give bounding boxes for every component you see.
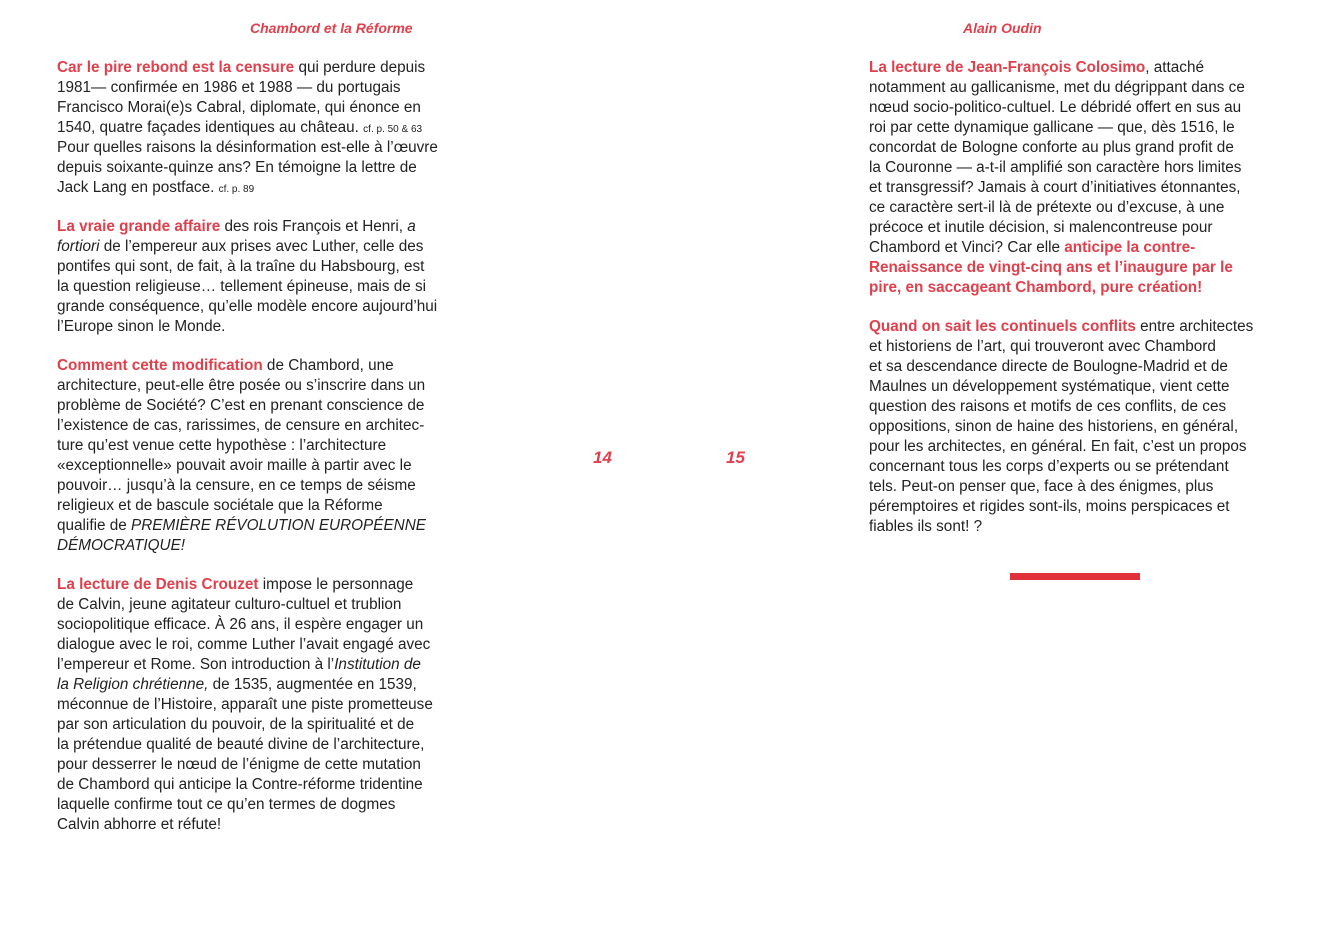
body-text: de Chambord, une (262, 357, 394, 374)
page-number-right: 15 (726, 448, 745, 467)
text-line (57, 615, 477, 635)
body-text: Institution de (334, 656, 421, 673)
body-text: religieux et de bascule sociétale que la Réforme (57, 497, 383, 514)
body-text: fiables ils sont! ? (869, 518, 983, 535)
text-line (57, 297, 477, 317)
body-text: impose le personnage (258, 576, 414, 593)
body-text: pouvoir… jusqu’à la censure, en ce temps de séisme (57, 477, 416, 494)
text-line (57, 118, 477, 138)
text-line (57, 735, 477, 755)
body-text: dialogue avec le roi, comme Luther l’avait engagé avec (57, 636, 431, 653)
text-line (869, 457, 1289, 477)
body-text: pour desserrer le nœud de l’énigme de cette mutation (57, 756, 421, 773)
text-line (869, 317, 1289, 337)
body-text: pour les architectes, en général. En fait, c’est un propos (869, 438, 1247, 455)
body-text: sociopolitique efficace. À 26 ans, il espère engager un (57, 616, 424, 633)
text-line (869, 397, 1289, 417)
text-line (869, 58, 1289, 78)
body-text: fortiori (57, 238, 100, 255)
body-text: question des raisons et motifs de ces conflits, de ces (869, 398, 1227, 415)
paragraph (869, 317, 1289, 537)
body-text: PREMIÈRE RÉVOLUTION EUROPÉENNE (131, 517, 426, 534)
cross-reference: cf. p. 89 (218, 184, 255, 195)
body-text: DÉMOCRATIQUE! (57, 537, 186, 554)
body-text: , attaché (1145, 59, 1204, 76)
body-text: depuis soixante-quinze ans? En témoigne la lettre de (57, 159, 417, 176)
text-line (57, 456, 477, 476)
body-text: des rois François et Henri, (220, 218, 408, 235)
text-line (57, 675, 477, 695)
body-text: pontifes qui sont, de fait, à la traîne du Habsbourg, est (57, 258, 425, 275)
body-text: et historiens de l’art, qui trouveront avec Chambord (869, 338, 1216, 355)
body-text: de 1535, augmentée en 1539, (208, 676, 417, 693)
paragraph (57, 58, 477, 198)
cross-reference: cf. p. 50 & 63 (363, 124, 423, 135)
body-text: a (407, 218, 416, 235)
text-line (869, 138, 1289, 158)
text-line (57, 536, 477, 556)
body-text: qui perdure depuis (294, 59, 426, 76)
text-line (869, 78, 1289, 98)
highlight-text: Renaissance de vingt-cinq ans et l’inaugure par le (869, 259, 1233, 276)
body-text: concernant tous les corps d’experts ou se prétendant (869, 458, 1229, 475)
highlight-text: La lecture de Jean-François Colosimo (869, 59, 1146, 76)
text-line (869, 497, 1289, 517)
text-line (57, 237, 477, 257)
body-text: 1540, quatre façades identiques au château. (57, 119, 364, 136)
text-line (57, 595, 477, 615)
paragraph (57, 217, 477, 337)
body-text: Francisco Morai(e)s Cabral, diplomate, qui énonce en (57, 99, 421, 116)
body-text: Calvin abhorre et réfute! (57, 816, 222, 833)
body-text: problème de Société? C’est en prenant conscience de (57, 397, 425, 414)
body-text: tels. Peut-on penser que, face à des énigmes, plus (869, 478, 1214, 495)
body-text: Pour quelles raisons la désinformation est-elle à l’œuvre (57, 139, 438, 156)
text-line (57, 416, 477, 436)
body-text: Chambord et Vinci? Car elle (869, 239, 1065, 256)
body-text: méconnue de l’Histoire, apparaît une piste prometteuse (57, 696, 433, 713)
text-line (869, 238, 1289, 258)
text-line (869, 337, 1289, 357)
body-text: grande conséquence, qu’elle modèle encore aujourd’hui (57, 298, 438, 315)
right-column (869, 58, 1289, 556)
body-text: «exceptionnelle» pouvait avoir maille à partir avec le (57, 457, 412, 474)
text-line (57, 575, 477, 595)
highlight-text: Quand on sait les continuels conflits (869, 318, 1136, 335)
body-text: qualifie de (57, 517, 131, 534)
text-line (57, 695, 477, 715)
text-line (57, 715, 477, 735)
text-line (57, 436, 477, 456)
text-line (869, 118, 1289, 138)
body-text: architecture, peut-elle être posée ou s’inscrire dans un (57, 377, 426, 394)
body-text: nœud socio-politico-cultuel. Le débridé offert en sus au (869, 99, 1242, 116)
text-line (57, 277, 477, 297)
text-line (57, 635, 477, 655)
body-text: l’empereur et Rome. Son introduction à l’ (57, 656, 335, 673)
body-text: ce caractère sert-il là de prétexte ou d’excuse, à une (869, 199, 1225, 216)
running-header-right: Alain Oudin (963, 20, 1042, 36)
text-line (57, 655, 477, 675)
text-line (57, 158, 477, 178)
text-line (57, 815, 477, 835)
body-text: oppositions, sinon de haine des historiens, en général, (869, 418, 1239, 435)
body-text: ture qu’est venue cette hypothèse : l’architecture (57, 437, 387, 454)
text-line (57, 775, 477, 795)
text-line (57, 317, 477, 337)
highlight-text: pire, en saccageant Chambord, pure création! (869, 279, 1203, 296)
body-text: de Calvin, jeune agitateur culturo-cultuel et trublion (57, 596, 402, 613)
running-header-left: Chambord et la Réforme (250, 20, 413, 36)
left-column (57, 58, 477, 854)
body-text: et sa descendance directe de Boulogne-Madrid et de (869, 358, 1228, 375)
highlight-text: Car le pire rebond est la censure (57, 59, 295, 76)
body-text: péremptoires et rigides sont-ils, moins perspicaces et (869, 498, 1230, 515)
paragraph (57, 356, 477, 556)
text-line (869, 377, 1289, 397)
text-line (57, 98, 477, 118)
body-text: de l’empereur aux prises avec Luther, celle des (99, 238, 424, 255)
text-line (57, 257, 477, 277)
text-line (57, 138, 477, 158)
body-text: la question religieuse… tellement épineuse, mais de si (57, 278, 427, 295)
body-text: entre architectes (1135, 318, 1254, 335)
paragraph (57, 575, 477, 835)
text-line (57, 516, 477, 536)
text-line (869, 218, 1289, 238)
body-text: par son articulation du pouvoir, de la spiritualité et de (57, 716, 415, 733)
paragraph (869, 58, 1289, 298)
text-line (57, 356, 477, 376)
end-rule (1010, 573, 1140, 580)
text-line (869, 258, 1289, 278)
body-text: de Chambord qui anticipe la Contre-réforme tridentine (57, 776, 423, 793)
highlight-text: La vraie grande affaire (57, 218, 221, 235)
body-text: l’existence de cas, rarissimes, de censure en architec- (57, 417, 425, 434)
body-text: Maulnes un développement systématique, vient cette (869, 378, 1230, 395)
body-text: la Couronne — a-t-il amplifié son caractère hors limites (869, 159, 1242, 176)
text-line (869, 517, 1289, 537)
text-line (57, 58, 477, 78)
highlight-text: anticipe la contre- (1064, 239, 1196, 256)
text-line (57, 795, 477, 815)
text-line (57, 376, 477, 396)
highlight-text: Comment cette modification (57, 357, 263, 374)
body-text: roi par cette dynamique gallicane — que, dès 1516, le (869, 119, 1235, 136)
text-line (869, 357, 1289, 377)
text-line (57, 476, 477, 496)
text-line (57, 178, 477, 198)
text-line (869, 417, 1289, 437)
text-line (869, 158, 1289, 178)
text-line (57, 78, 477, 98)
text-line (57, 217, 477, 237)
text-line (57, 396, 477, 416)
text-line (869, 437, 1289, 457)
body-text: la Religion chrétienne, (57, 676, 209, 693)
text-line (869, 477, 1289, 497)
body-text: précoce et inutile décision, si malencontreuse pour (869, 219, 1213, 236)
text-line (869, 278, 1289, 298)
body-text: notamment au gallicanisme, met du dégrippant dans ce (869, 79, 1245, 96)
body-text: et transgressif? Jamais à court d’initiatives étonnantes, (869, 179, 1241, 196)
body-text: concordat de Bologne conforte au plus grand profit de (869, 139, 1234, 156)
body-text: la prétendue qualité de beauté divine de l’architecture, (57, 736, 425, 753)
text-line (869, 98, 1289, 118)
body-text: laquelle confirme tout ce qu’en termes de dogmes (57, 796, 396, 813)
body-text: l’Europe sinon le Monde. (57, 318, 226, 335)
text-line (57, 496, 477, 516)
body-text: 1981— confirmée en 1986 et 1988 — du portugais (57, 79, 401, 96)
text-line (869, 198, 1289, 218)
text-line (869, 178, 1289, 198)
page-number-left: 14 (593, 448, 612, 467)
body-text: Jack Lang en postface. (57, 179, 219, 196)
text-line (57, 755, 477, 775)
highlight-text: La lecture de Denis Crouzet (57, 576, 259, 593)
